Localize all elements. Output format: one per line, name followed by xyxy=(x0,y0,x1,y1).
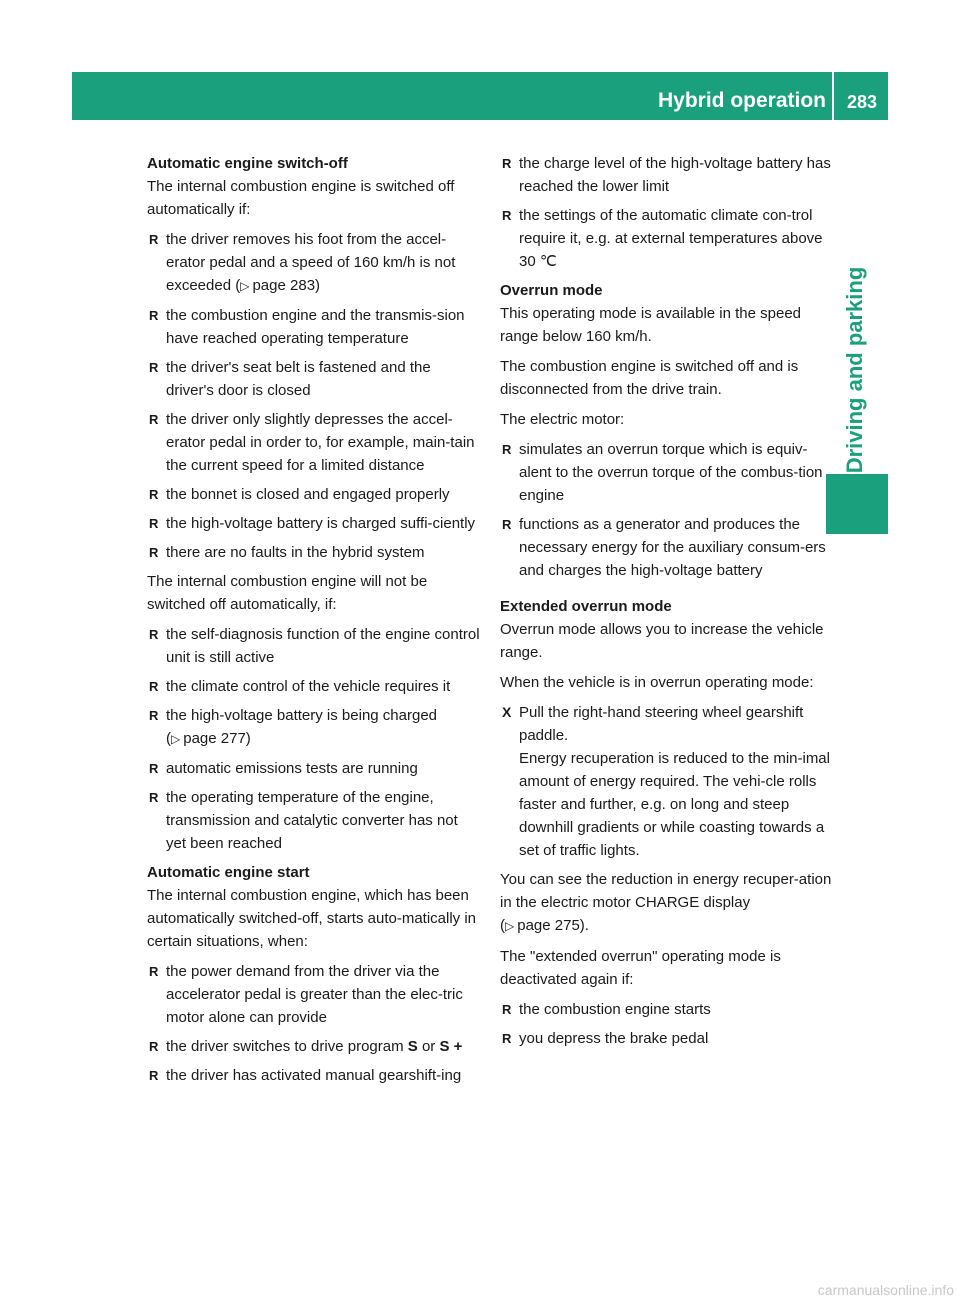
step-result: Energy recuperation is reduced to the min-imal amount of energy required. The vehi-cle rolls faster and further, e.g. on long and steep downhill gradients or while coasting towards a set of traffic lights. xyxy=(519,750,830,859)
right-column xyxy=(500,152,834,1056)
bullet-icon: R xyxy=(149,412,159,427)
bullet-icon: R xyxy=(149,232,159,247)
bullet-icon: R xyxy=(502,156,512,171)
switch-off-conditions-list-continued xyxy=(500,152,834,273)
no-switch-off-conditions-list xyxy=(147,623,481,855)
list-item: R the self-diagnosis function of the engine control unit is still active xyxy=(147,623,481,669)
heading-overrun-mode: Overrun mode xyxy=(500,282,603,299)
heading-auto-start: Automatic engine start xyxy=(147,864,310,881)
list-item: R the settings of the automatic climate con-trol require it, e.g. at external temperatures above 30 ℃ xyxy=(500,204,834,273)
bullet-icon: R xyxy=(502,1031,512,1046)
paragraph: The combustion engine is switched off and is disconnected from the drive train. xyxy=(500,358,799,398)
list-item: R simulates an overrun torque which is equiv-alent to the overrun torque of the combus-tion engine xyxy=(500,438,834,507)
paragraph: This operating mode is available in the speed range below 160 km/h. xyxy=(500,305,802,345)
electric-motor-list xyxy=(500,438,834,582)
bullet-icon: R xyxy=(149,516,159,531)
page-ref-icon: ▷ xyxy=(171,732,181,746)
list-item: R functions as a generator and produces the necessary energy for the auxiliary consum-ers and charges the high-voltage battery xyxy=(500,513,834,582)
section-title: Hybrid operation xyxy=(657,89,826,112)
paragraph: You can see the reduction in energy recuper-ation in the electric motor CHARGE display (▷ page 275). xyxy=(500,868,834,938)
bullet-icon: R xyxy=(502,442,512,457)
bullet-icon: R xyxy=(149,627,159,642)
bullet-icon: R xyxy=(149,964,159,979)
bullet-icon: R xyxy=(149,308,159,323)
page-reference-link[interactable]: page 283) xyxy=(252,277,321,294)
chapter-tab-label: Driving and parking xyxy=(842,266,867,474)
bullet-icon: R xyxy=(502,517,512,532)
bullet-icon: R xyxy=(149,761,159,776)
chapter-tab-marker xyxy=(826,474,888,534)
list-item: R you depress the brake pedal xyxy=(500,1027,834,1050)
page-reference-link[interactable]: page 277) xyxy=(183,730,251,747)
bullet-icon: R xyxy=(149,708,159,723)
page-ref-icon: ▷ xyxy=(240,279,250,293)
heading-extended-overrun: Extended overrun mode xyxy=(500,598,672,615)
paragraph: Overrun mode allows you to increase the vehicle range. xyxy=(500,621,824,661)
list-item: R automatic emissions tests are running xyxy=(147,757,481,780)
list-item: R the combustion engine starts xyxy=(500,998,834,1021)
bullet-icon: R xyxy=(502,1002,512,1017)
page-ref-icon: ▷ xyxy=(505,919,515,933)
list-item: R the driver has activated manual gearshift-ing xyxy=(147,1064,481,1087)
list-item: R the charge level of the high-voltage battery has reached the lower limit xyxy=(500,152,834,198)
list-item: R the driver switches to drive program S or S + xyxy=(147,1035,481,1058)
list-item: R the high-voltage battery is charged suffi-ciently xyxy=(147,512,481,535)
list-item: R the high-voltage battery is being charged (▷ page 277) xyxy=(147,704,481,751)
instruction-step: X Pull the right-hand steering wheel gearshift paddle. Energy recuperation is reduced to the min-imal amount of energy required. The vehi-cle rolls faster and further, e.g. on long and steep downhill gradients or while coasting towards a set of traffic lights. xyxy=(500,701,834,862)
bullet-icon: R xyxy=(502,208,512,223)
paragraph: The internal combustion engine is switched off automatically if: xyxy=(147,178,455,218)
list-item: R the power demand from the driver via the accelerator pedal is greater than the elec-tric motor alone can provide xyxy=(147,960,481,1029)
list-item: R the bonnet is closed and engaged properly xyxy=(147,483,481,506)
page-number: 283 xyxy=(846,92,878,112)
list-item: R there are no faults in the hybrid system xyxy=(147,541,481,564)
paragraph: The internal combustion engine, which has been automatically switched-off, starts auto-matically in certain situations, when: xyxy=(147,887,477,950)
list-item: R the climate control of the vehicle requires it xyxy=(147,675,481,698)
paragraph: The electric motor: xyxy=(500,411,625,428)
bullet-icon: R xyxy=(149,487,159,502)
list-item: R the driver only slightly depresses the accel-erator pedal in order to, for example, main-tain the current speed for a limited distance xyxy=(147,408,481,477)
bullet-icon: R xyxy=(149,1039,159,1054)
bullet-icon: R xyxy=(149,1068,159,1083)
header-divider xyxy=(832,72,834,120)
paragraph: When the vehicle is in overrun operating mode: xyxy=(500,674,814,691)
list-item: R the combustion engine and the transmis-sion have reached operating temperature xyxy=(147,304,481,350)
list-item: R the operating temperature of the engine, transmission and catalytic converter has not yet been reached xyxy=(147,786,481,855)
instruction-steps xyxy=(500,701,834,862)
switch-off-conditions-list xyxy=(147,228,481,564)
deactivation-conditions-list xyxy=(500,998,834,1050)
left-column xyxy=(147,152,481,1093)
list-item: R the driver's seat belt is fastened and the driver's door is closed xyxy=(147,356,481,402)
bullet-icon: R xyxy=(149,790,159,805)
paragraph: The "extended overrun" operating mode is deactivated again if: xyxy=(500,948,781,988)
step-arrow-icon: X xyxy=(502,704,512,720)
watermark: carmanualsonline.info xyxy=(817,1282,954,1298)
bullet-icon: R xyxy=(149,679,159,694)
list-item: R the driver removes his foot from the accel-erator pedal and a speed of 160 km/h is not exceeded (▷ page 283) xyxy=(147,228,481,298)
page-reference-link[interactable]: page 275). xyxy=(517,917,589,934)
paragraph: The internal combustion engine will not be switched off automatically, if: xyxy=(147,573,428,613)
heading-auto-switch-off: Automatic engine switch-off xyxy=(147,155,348,172)
bullet-icon: R xyxy=(149,545,159,560)
auto-start-conditions-list xyxy=(147,960,481,1087)
bullet-icon: R xyxy=(149,360,159,375)
